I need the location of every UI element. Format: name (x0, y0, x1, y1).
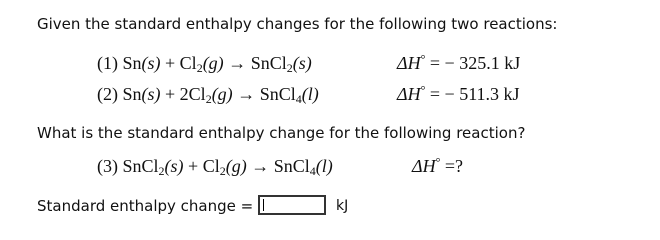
reaction-2-dh-value: = − 511.3 kJ (429, 84, 520, 104)
reaction-3-dh-degree: ° (435, 155, 441, 169)
reaction-2-reactant-1: Sn (122, 84, 142, 104)
reaction-1-reactant-2: Cl (179, 53, 197, 73)
reaction-3-dh-value: =? (444, 156, 464, 176)
intro-text: Given the standard enthalpy changes for the following two reactions: (37, 15, 558, 33)
answer-label-text: Standard enthalpy change (37, 197, 236, 215)
reaction-3-state-1: (s) (164, 156, 184, 176)
reaction-1-product-state: (s) (292, 53, 312, 73)
reaction-2-coefficient: 2 (179, 84, 189, 104)
reaction-2-reactant-2-subscript: 2 (205, 92, 212, 106)
reaction-3-reactant-2-subscript: 2 (219, 164, 226, 178)
reaction-2-enthalpy (397, 83, 520, 105)
reaction-2-reactant-2: Cl (188, 84, 206, 104)
reaction-1-number: (1) (97, 53, 118, 73)
reaction-3-number: (3) (97, 156, 118, 176)
reaction-3-equation (97, 155, 333, 177)
reaction-3-dh-symbol: ΔH (412, 156, 436, 176)
reaction-1-dh-degree: ° (420, 52, 426, 66)
reaction-1-state-1: (s) (141, 53, 161, 73)
reaction-1-dh-value: = − 325.1 kJ (429, 53, 521, 73)
answer-equals: = (240, 197, 254, 215)
reaction-3-product-state: (l) (315, 156, 333, 176)
reaction-3-product-subscript: 4 (309, 164, 316, 178)
reaction-1-plus: + (165, 53, 176, 73)
answer-label (37, 197, 253, 215)
reaction-1-reactant-2-subscript: 2 (196, 61, 203, 75)
reaction-2-arrow: → (237, 84, 256, 104)
reaction-2-product-subscript: 4 (295, 92, 302, 106)
reaction-3-state-2: (g) (225, 156, 247, 176)
reaction-2-state-1: (s) (141, 84, 161, 104)
reaction-2-equation (97, 83, 319, 105)
reaction-1-state-2: (g) (202, 53, 224, 73)
reaction-1-enthalpy (397, 52, 520, 74)
question-text: What is the standard enthalpy change for the following reaction? (37, 124, 526, 142)
reaction-1-product: SnCl (250, 53, 287, 73)
reaction-3-plus: + (188, 156, 199, 176)
enthalpy-answer-input[interactable] (258, 195, 326, 215)
reaction-1-arrow: → (228, 53, 247, 73)
reaction-1-equation (97, 52, 312, 74)
reaction-3-product: SnCl (273, 156, 310, 176)
text-cursor (263, 199, 264, 211)
reaction-2-state-2: (g) (211, 84, 233, 104)
reaction-2-dh-degree: ° (420, 83, 426, 97)
reaction-3-reactant-1-subscript: 2 (158, 164, 165, 178)
reaction-3-arrow: → (251, 156, 270, 176)
reaction-1-reactant-1: Sn (122, 53, 142, 73)
reaction-2-plus: + (165, 84, 176, 104)
reaction-3-reactant-2: Cl (202, 156, 220, 176)
reaction-1-dh-symbol: ΔH (397, 53, 421, 73)
reaction-1-product-subscript: 2 (286, 61, 293, 75)
answer-unit: kJ (336, 198, 349, 214)
reaction-2-product: SnCl (259, 84, 296, 104)
reaction-2-dh-symbol: ΔH (397, 84, 421, 104)
reaction-2-number: (2) (97, 84, 118, 104)
reaction-2-product-state: (l) (301, 84, 319, 104)
reaction-3-reactant-1: SnCl (122, 156, 159, 176)
reaction-3-enthalpy (412, 155, 463, 177)
